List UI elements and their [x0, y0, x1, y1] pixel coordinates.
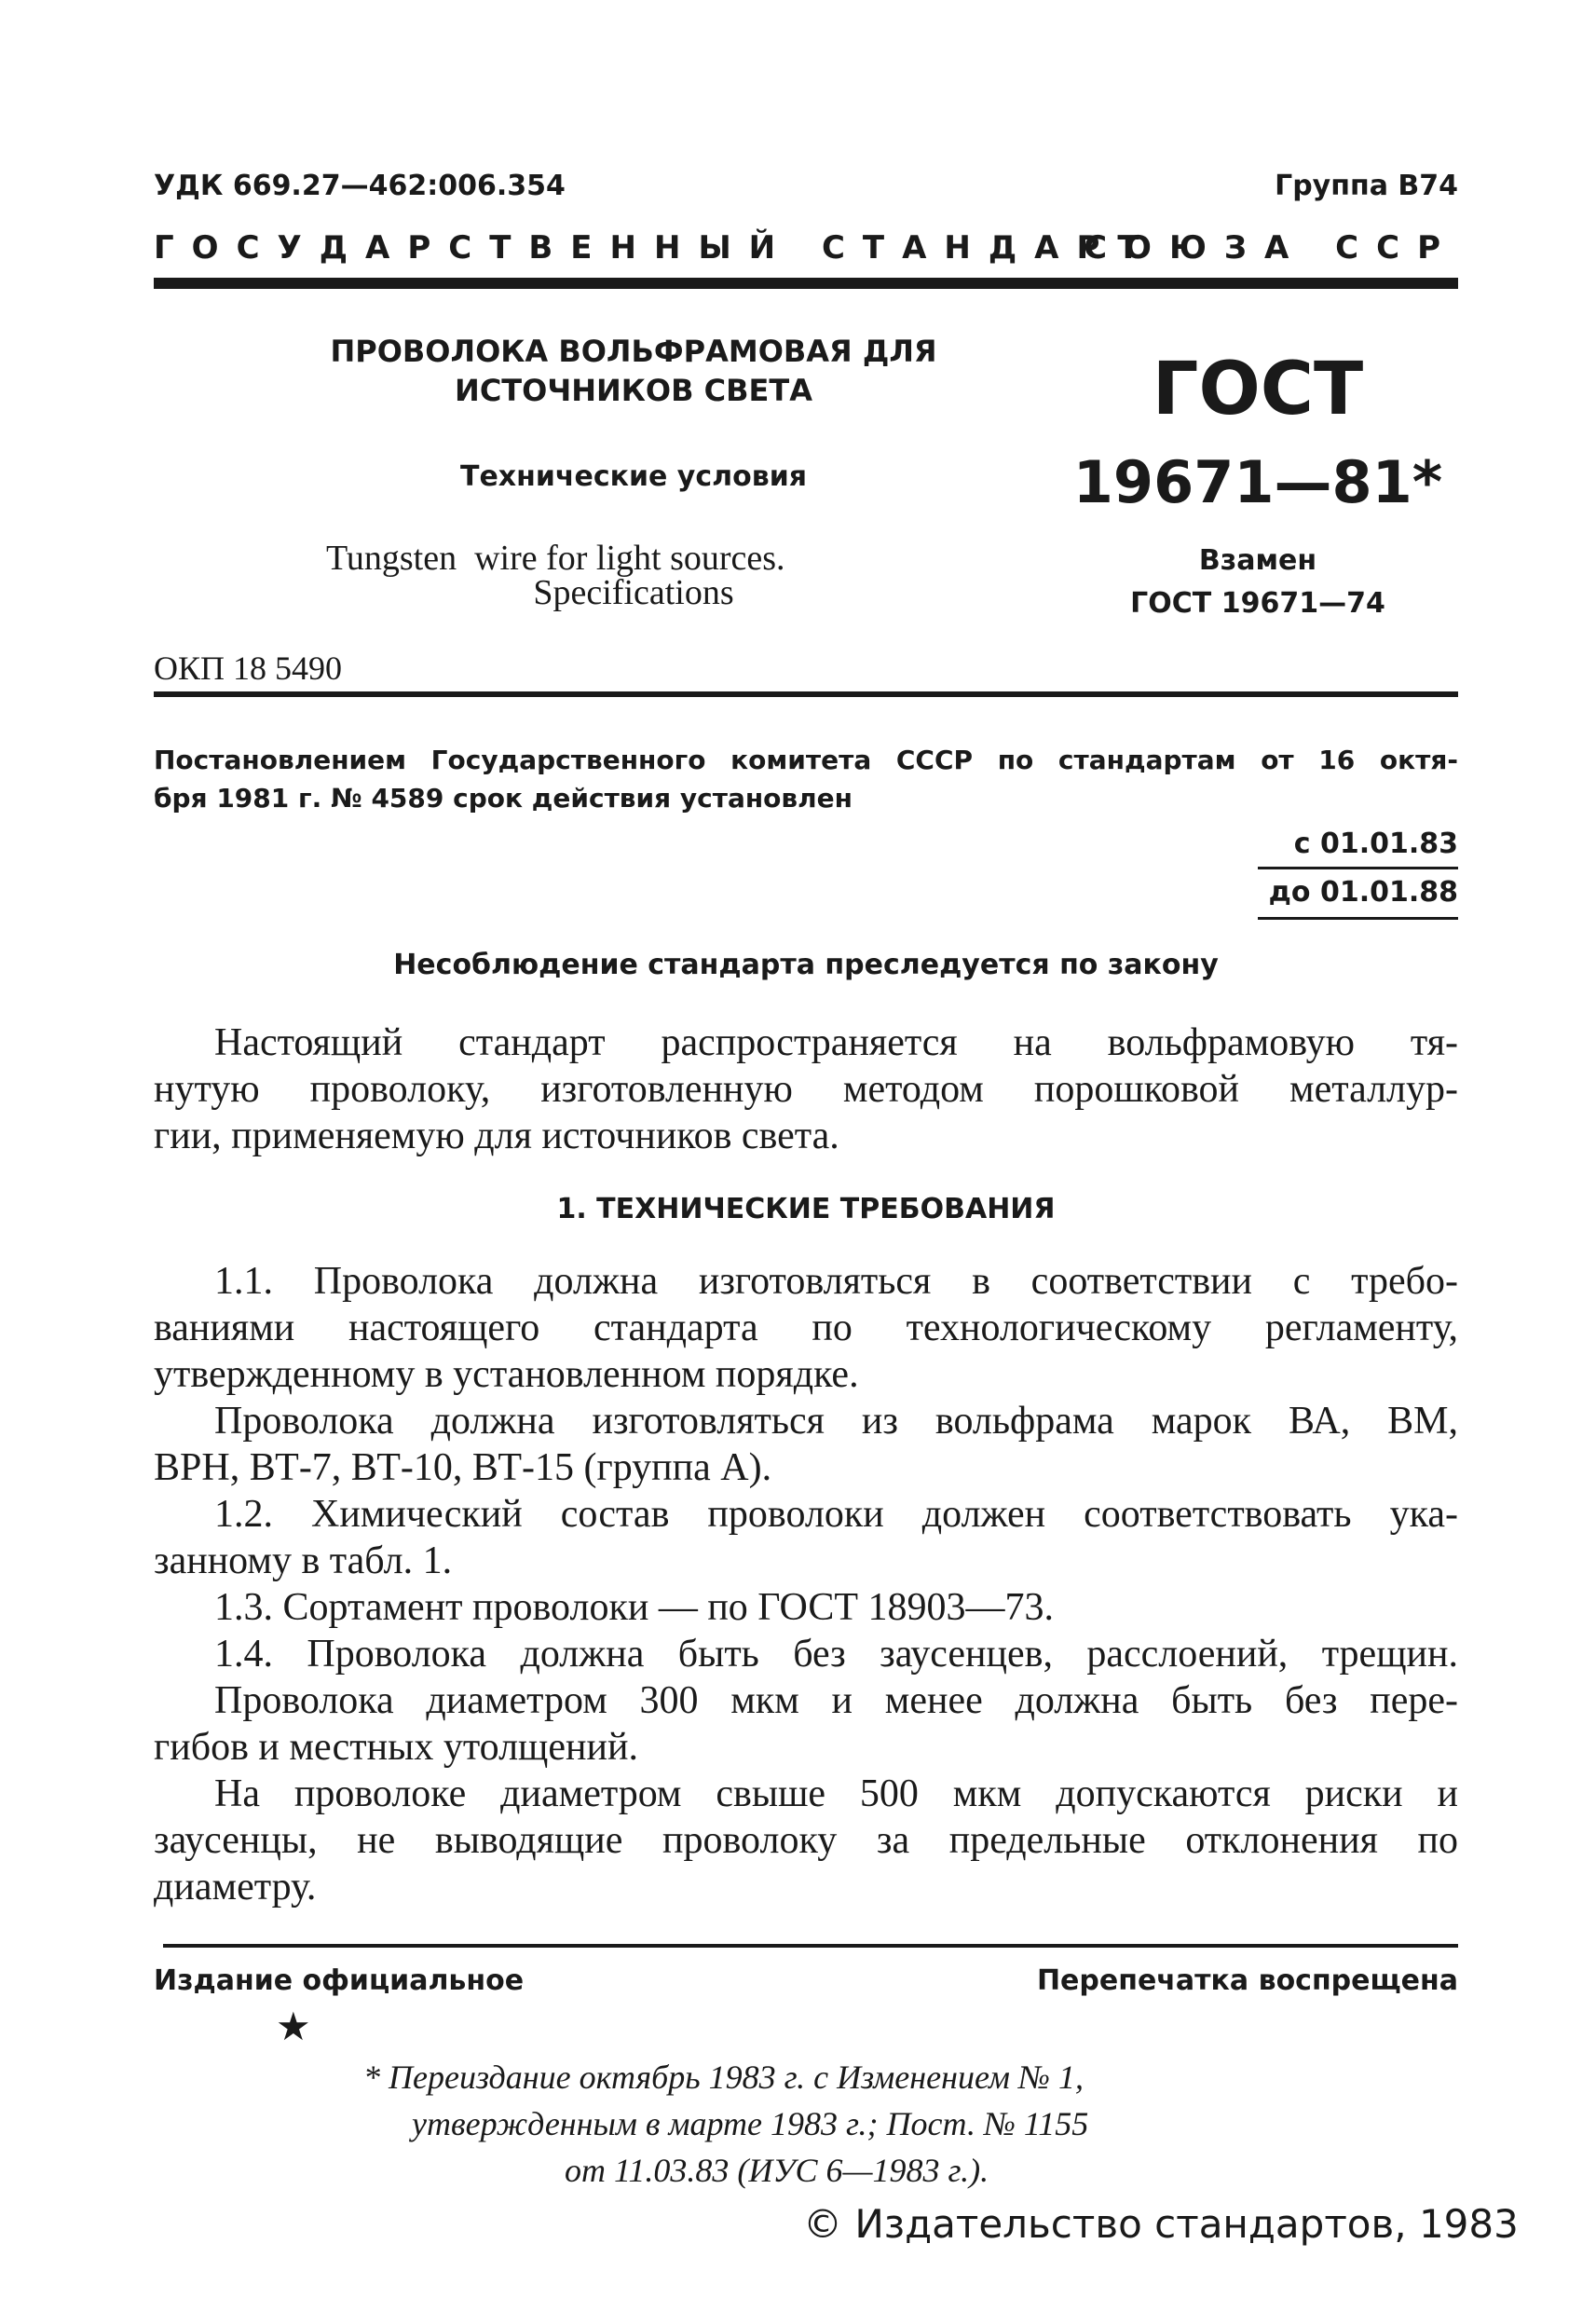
title-line-1: ПРОВОЛОКА ВОЛЬФРАМОВАЯ ДЛЯ: [330, 334, 937, 369]
title-line-2: ИСТОЧНИКОВ СВЕТА: [455, 373, 812, 408]
intro-line-1: Настоящий стандарт распространяется на вольфрамовую тя-: [214, 1021, 1458, 1064]
clause-1-4-line-6: диаметру.: [154, 1866, 317, 1908]
clause-1-3: 1.3. Сортамент проволоки — по ГОСТ 18903—73.: [214, 1586, 1055, 1629]
banner-left: ГОСУДАРСТВЕННЫЙ СТАНДАРТ: [154, 229, 1157, 267]
clause-1-1-line-3: утвержденному в установленном порядке.: [154, 1353, 859, 1396]
validity-separator: [1258, 867, 1458, 869]
clause-1-2-line-2: занному в табл. 1.: [154, 1539, 453, 1582]
header-thick-rule: [154, 278, 1458, 289]
validity-to: до 01.01.88: [1268, 876, 1458, 909]
udk-code: УДК 669.27—462:006.354: [154, 170, 566, 202]
clause-1-4-line-4: На проволоке диаметром свыше 500 мкм допускаются риски и: [214, 1772, 1458, 1815]
banner-right: СОЮЗА ССР: [1084, 229, 1458, 267]
legal-notice: Несоблюдение стандарта преследуется по закону: [393, 949, 1219, 981]
gost-number: 19671—81*: [1072, 448, 1443, 516]
decree-line-2: бря 1981 г. № 4589 срок действия установлен: [154, 783, 853, 814]
footnote-line-2: утвержденным в марте 1983 г.; Пост. № 1155: [412, 2105, 1089, 2142]
star-icon: ★: [276, 2004, 311, 2049]
clause-1-1-line-4: Проволока должна изготовляться из вольфрама марок ВА, ВМ,: [214, 1400, 1458, 1443]
footer-rule: [163, 1944, 1458, 1948]
footnote-line-3: от 11.03.83 (ИУС 6—1983 г.).: [565, 2152, 989, 2189]
validity-underline: [1258, 917, 1458, 920]
clause-1-1-line-1: 1.1. Проволока должна изготовляться в соответствии с требо-: [214, 1260, 1458, 1303]
title-block-rule: [154, 691, 1458, 697]
clause-1-4-line-5: заусенцы, не выводящие проволоку за предельные отклонения по: [154, 1819, 1458, 1862]
subtitle: Технические условия: [460, 460, 807, 493]
clause-1-4-line-1: 1.4. Проволока должна быть без заусенцев, расслоений, трещин.: [214, 1633, 1458, 1676]
validity-from: с 01.01.83: [1293, 828, 1458, 860]
clause-1-1-line-2: ваниями настоящего стандарта по технологическому регламенту,: [154, 1306, 1458, 1349]
english-title-line-1: Tungsten wire for light sources.: [326, 539, 785, 578]
footnote-line-1: * Переиздание октябрь 1983 г. с Изменением № 1,: [363, 2059, 1084, 2096]
decree-line-1: Постановлением Государственного комитета СССР по стандартам от 16 октя-: [154, 745, 1458, 775]
clause-1-4-line-2: Проволока диаметром 300 мкм и менее должна быть без пере-: [214, 1679, 1458, 1722]
section-1-heading: 1. ТЕХНИЧЕСКИЕ ТРЕБОВАНИЯ: [556, 1193, 1056, 1225]
okp-code: ОКП 18 5490: [154, 650, 343, 687]
group-code: Группа В74: [1275, 170, 1458, 202]
official-edition: Издание официальное: [154, 1964, 525, 1997]
intro-line-3: гии, применяемую для источников света.: [154, 1115, 839, 1157]
clause-1-4-line-3: гибов и местных утолщений.: [154, 1726, 638, 1769]
clause-1-1-line-5: ВРН, ВТ-7, ВТ-10, ВТ-15 (группа А).: [154, 1446, 772, 1489]
publisher-copyright: © Издательство стандартов, 1983: [803, 2201, 1519, 2247]
replaces-value: ГОСТ 19671—74: [1130, 587, 1385, 620]
english-title-line-2: Specifications: [533, 573, 734, 612]
intro-line-2: нутую проволоку, изготовленную методом порошковой металлур-: [154, 1068, 1458, 1111]
clause-1-2-line-1: 1.2. Химический состав проволоки должен соответствовать ука-: [214, 1493, 1458, 1536]
reprint-forbidden: Перепечатка воспрещена: [1036, 1964, 1458, 1997]
gost-label: ГОСТ: [1152, 348, 1364, 431]
replaces-label: Взамен: [1198, 544, 1317, 577]
